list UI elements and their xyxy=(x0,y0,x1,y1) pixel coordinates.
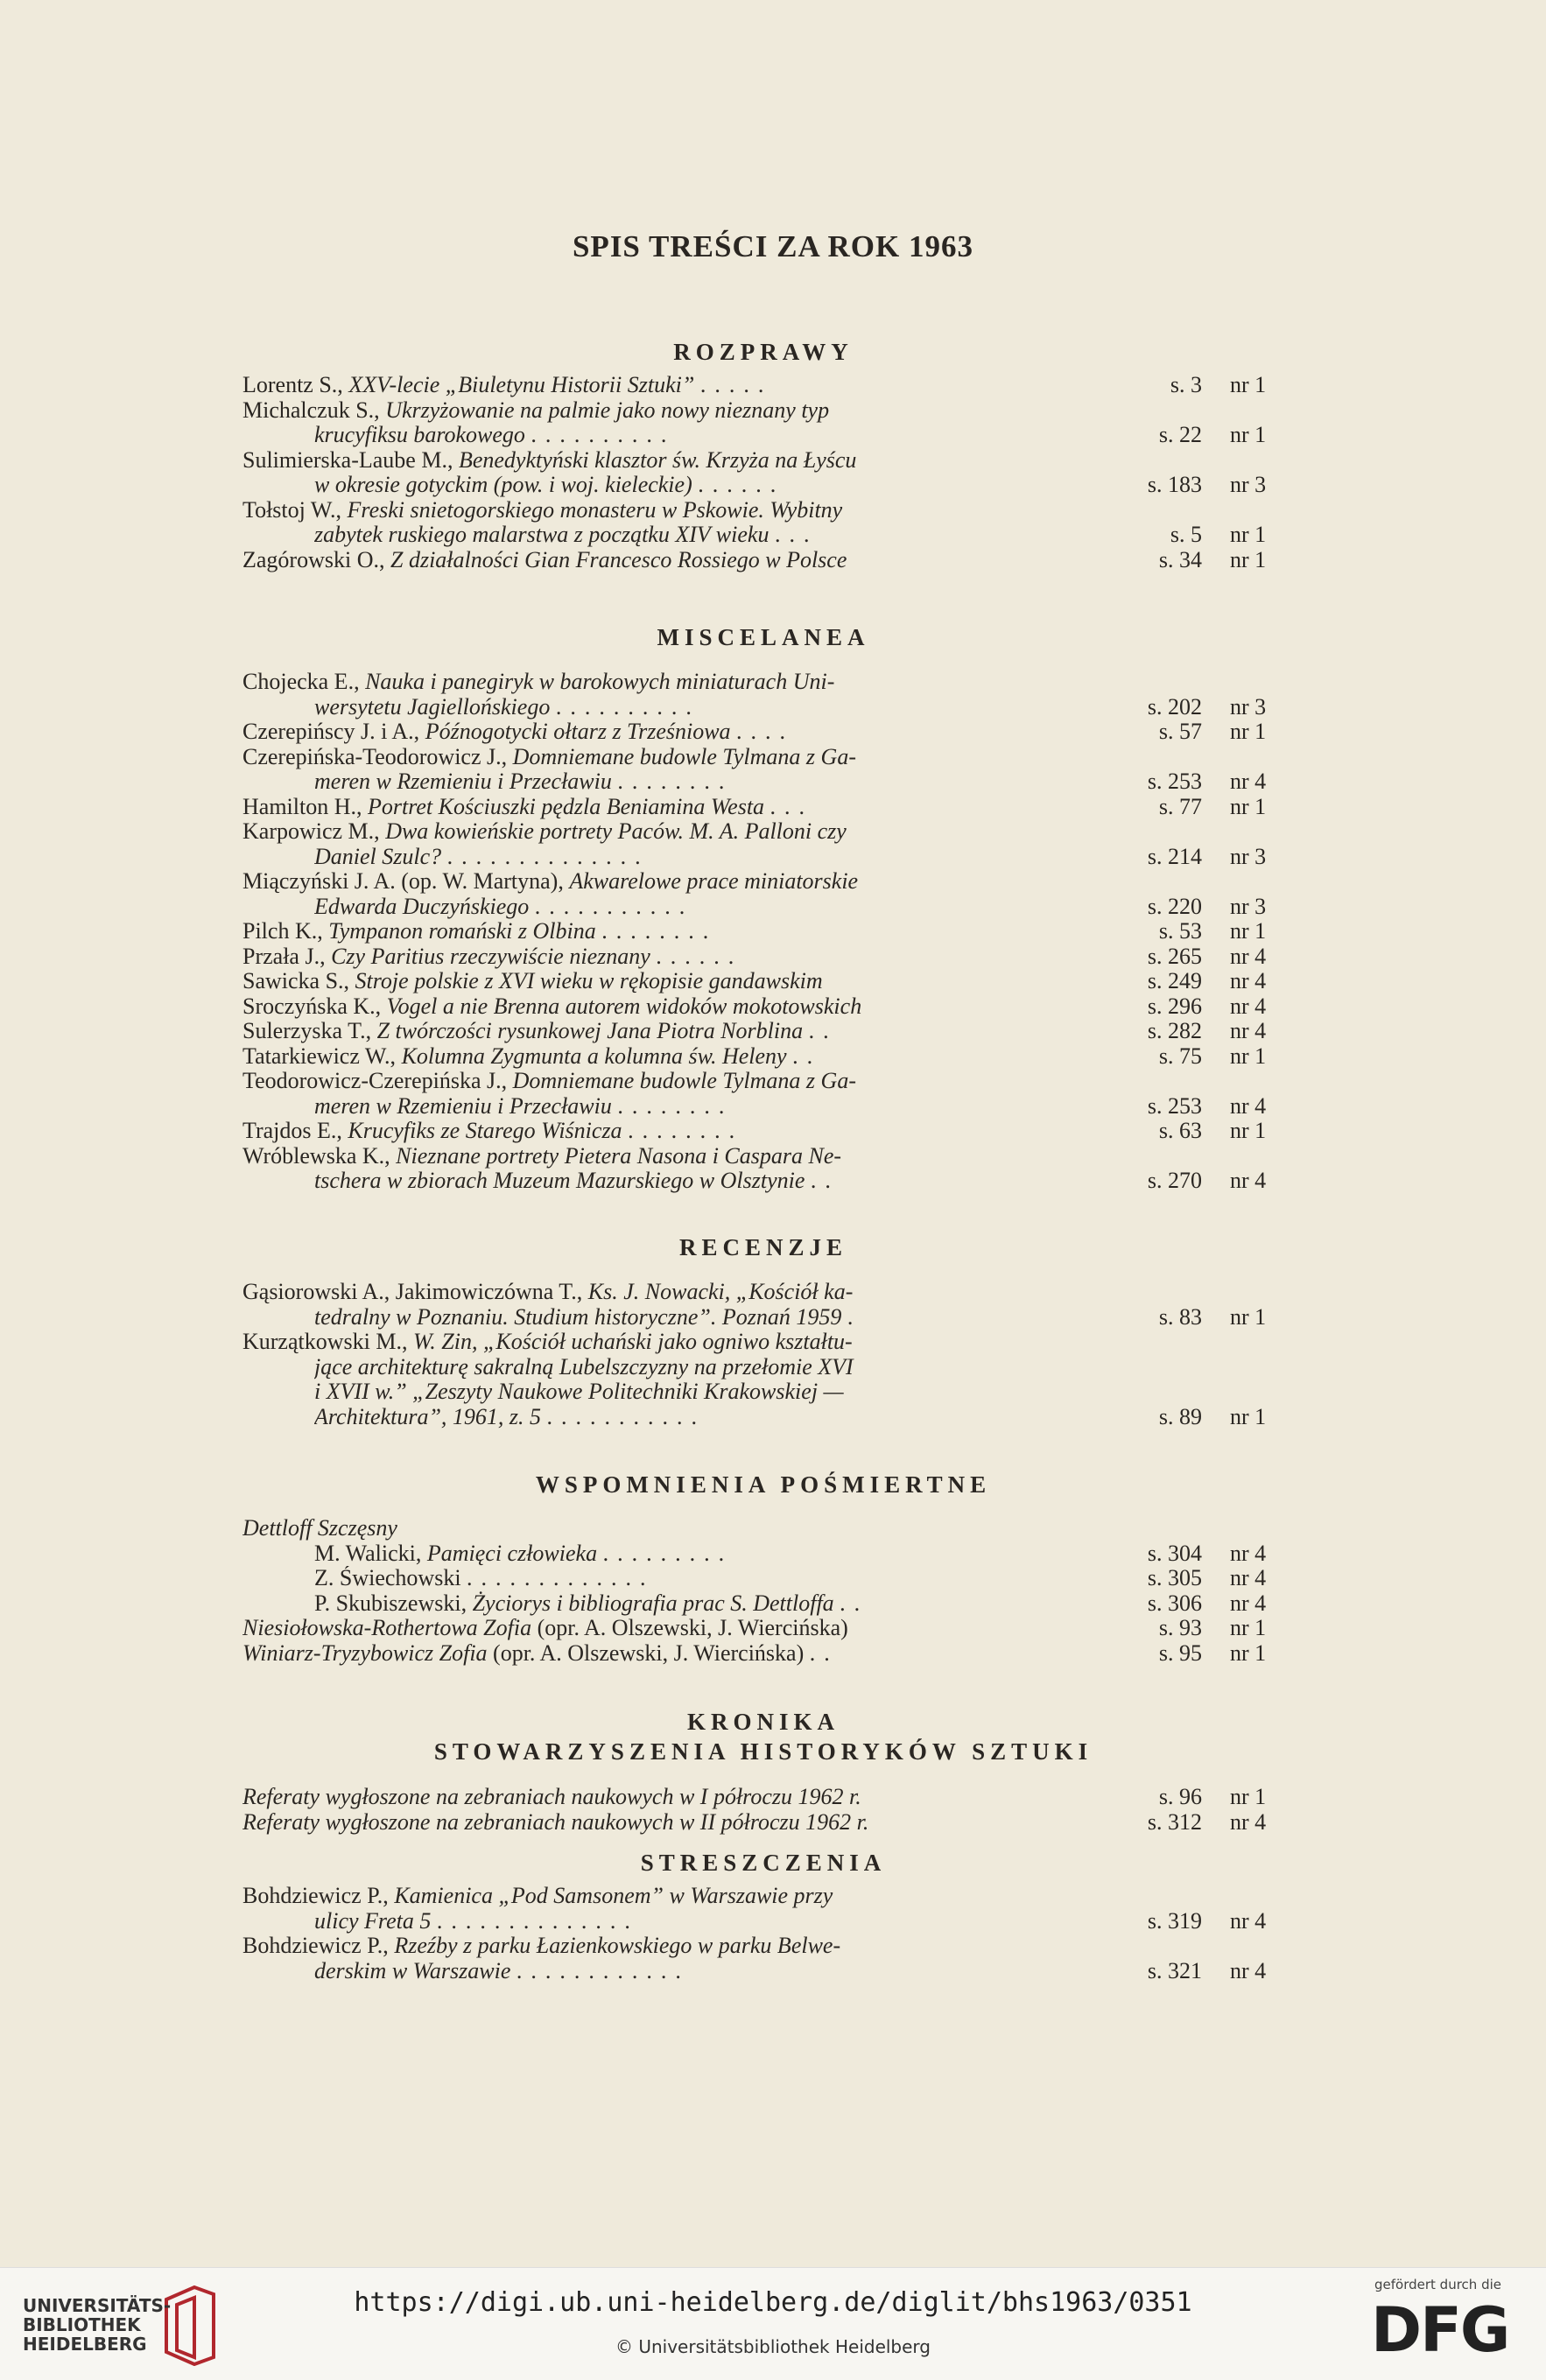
section-heading: RECENZJE xyxy=(678,1234,848,1260)
page-number: s. 202 xyxy=(1147,693,1202,720)
entry-text: Sulimierska-Laube M., Benedyktyński klasztor św. Krzyża na Łyścu xyxy=(242,447,857,473)
page-number: s. 306 xyxy=(1147,1590,1202,1616)
toc-entry-line xyxy=(242,845,1284,870)
toc-list xyxy=(242,1785,1284,1835)
toc-entry-line xyxy=(242,373,1284,398)
entry-text: Chojecka E., Nauka i panegiryk w barokowych miniaturach Uni- xyxy=(242,670,835,694)
issue-number: nr 4 xyxy=(1230,1168,1267,1193)
section-heading: ROZPRAWY xyxy=(673,339,854,365)
issue-number: nr 4 xyxy=(1230,769,1267,794)
page-number: s. 312 xyxy=(1147,1808,1202,1835)
toc-list xyxy=(242,1516,1284,1666)
entry-text: Niesiołowska-Rothertowa Zofia (opr. A. Olszewski, J. Wiercińska) xyxy=(242,1616,848,1640)
toc-entry-line xyxy=(242,1355,1284,1380)
toc-entry-line xyxy=(242,670,1284,695)
entry-text: Trajdos E., Krucyfiks ze Starego Wiśnicza ........ xyxy=(242,1119,744,1143)
entry-text: Sawicka S., Stroje polskie z XVI wieku w rękopisie gandawskim xyxy=(242,969,823,993)
page-number: s. 321 xyxy=(1147,1957,1202,1983)
toc-entry-line xyxy=(242,1380,1284,1405)
toc-entry-line xyxy=(242,473,1284,498)
entry-text: Referaty wygłoszone na zebraniach naukowych w II półroczu 1962 r. xyxy=(242,1809,869,1835)
issue-number: nr 1 xyxy=(1230,918,1267,944)
entry-text: w okresie gotyckim (pow. i woj. kieleckie) ...... xyxy=(314,473,785,497)
dfg-logo: DFG xyxy=(1371,2294,1509,2366)
page-number: s. 5 xyxy=(1170,522,1202,547)
entry-text: zabytek ruskiego malarstwa z początku XIV wieku ... xyxy=(314,523,819,547)
entry-text: Sroczyńska K., Vogel a nie Brenna autorem widoków mokotowskich xyxy=(242,993,862,1019)
issue-number: nr 1 xyxy=(1230,422,1267,447)
issue-number: nr 4 xyxy=(1230,993,1267,1019)
page-number: s. 253 xyxy=(1147,769,1202,794)
entry-text: Michalczuk S., Ukrzyżowanie na palmie jako nowy nieznany typ xyxy=(242,397,830,423)
page-number: s. 93 xyxy=(1158,1615,1202,1640)
entry-text: M. Walicki, Pamięci człowieka ......... xyxy=(314,1541,734,1566)
page-number: s. 305 xyxy=(1147,1565,1202,1590)
section-heading: KRONIKA xyxy=(686,1709,840,1735)
issue-number: nr 4 xyxy=(1230,1018,1267,1043)
toc-list xyxy=(242,1884,1284,1983)
entry-text: i XVII w.” „Zeszyty Naukowe Politechniki Krakowskiej — xyxy=(314,1380,844,1404)
toc-entry-line xyxy=(242,1785,1284,1810)
entry-text: Architektura”, 1961, z. 5 ........... xyxy=(314,1404,706,1429)
issue-number: nr 4 xyxy=(1230,1540,1267,1566)
page-number: s. 220 xyxy=(1147,893,1202,919)
toc-entry-line xyxy=(242,895,1284,920)
page-number: s. 77 xyxy=(1158,793,1202,819)
toc-entry-line xyxy=(242,1280,1284,1305)
issue-number: nr 1 xyxy=(1230,793,1267,819)
toc-entry-line xyxy=(242,994,1284,1020)
toc-entry-line xyxy=(242,819,1284,845)
toc-entry-line xyxy=(242,1616,1284,1641)
toc-list xyxy=(242,373,1284,572)
entry-text: Referaty wygłoszone na zebraniach naukowych w I półroczu 1962 r. xyxy=(242,1785,861,1809)
issue-number: nr 1 xyxy=(1230,1639,1267,1666)
toc-entry-line xyxy=(242,869,1284,895)
page-number: s. 319 xyxy=(1147,1907,1202,1934)
entry-text: tedralny w Poznaniu. Studium historyczne”. Poznań 1959 . xyxy=(314,1304,862,1330)
toc-entry-line xyxy=(242,1044,1284,1070)
entry-text: Czerepińscy J. i A., Późnogotycki ołtarz z Trześniowa .... xyxy=(242,720,795,744)
toc-entry-line xyxy=(242,1541,1284,1567)
page-number: s. 282 xyxy=(1147,1018,1202,1043)
entry-text: Sulerzyska T., Z twórczości rysunkowej Jana Piotra Norblina .. xyxy=(242,1019,838,1043)
toc-entry-line xyxy=(242,795,1284,820)
entry-text: derskim w Warszawie ............ xyxy=(314,1958,690,1983)
entry-text: Gąsiorowski A., Jakimowiczówna T., Ks. J. Nowacki, „Kościół ka- xyxy=(242,1280,854,1304)
issue-number: nr 4 xyxy=(1230,943,1267,969)
entry-text: Bohdziewicz P., Kamienica „Pod Samsonem” w Warszawie przy xyxy=(242,1884,833,1908)
page-number: s. 3 xyxy=(1170,372,1202,397)
toc-entry-line xyxy=(242,1305,1284,1330)
issue-number: nr 1 xyxy=(1230,546,1267,572)
page-number: s. 34 xyxy=(1158,546,1202,572)
entry-text: Z. Świechowski ............. xyxy=(314,1566,655,1590)
page-number: s. 63 xyxy=(1158,1118,1202,1143)
page-number: s. 270 xyxy=(1147,1168,1202,1193)
section-heading: MISCELANEA xyxy=(657,624,870,650)
toc-entry-line xyxy=(242,1330,1284,1355)
entry-text: Zagórowski O., Z działalności Gian Francesco Rossiego w Polsce xyxy=(242,547,847,572)
toc-entry-line xyxy=(242,769,1284,795)
toc-entry-line xyxy=(242,498,1284,523)
entry-text: Winiarz-Tryzybowicz Zofia (opr. A. Olszewski, J. Wiercińska) .. xyxy=(242,1640,839,1666)
entry-text: Tatarkiewicz W., Kolumna Zygmunta a kolumna św. Heleny .. xyxy=(242,1043,822,1069)
page-number: s. 214 xyxy=(1147,843,1202,869)
page-number: s. 265 xyxy=(1147,943,1202,969)
toc-entry-line xyxy=(242,720,1284,745)
toc-entry-line xyxy=(242,1641,1284,1667)
section-heading: WSPOMNIENIA POŚMIERTNE xyxy=(535,1471,992,1498)
toc-entry-line xyxy=(242,1405,1284,1430)
copyright-notice: © Universitätsbibliothek Heidelberg xyxy=(615,2336,931,2357)
issue-number: nr 1 xyxy=(1230,522,1267,547)
section-heading: STRESZCZENIA xyxy=(640,1850,887,1876)
toc-entry-line xyxy=(242,423,1284,448)
issue-number: nr 1 xyxy=(1230,1784,1267,1809)
entry-text: meren w Rzemieniu i Przecławiu ........ xyxy=(314,1093,734,1119)
issue-number: nr 4 xyxy=(1230,1957,1267,1983)
issue-number: nr 3 xyxy=(1230,893,1267,919)
toc-entry-line xyxy=(242,448,1284,474)
issue-number: nr 3 xyxy=(1230,472,1267,497)
entry-text: ulicy Freta 5 .............. xyxy=(314,1908,639,1934)
entry-text: tschera w zbiorach Muzeum Mazurskiego w Olsztynie .. xyxy=(314,1169,840,1193)
toc-entry-line xyxy=(242,944,1284,970)
toc-entry-line xyxy=(242,523,1284,548)
section-miscelanea xyxy=(242,625,1284,1194)
toc-entry-line xyxy=(242,919,1284,944)
issue-number: nr 3 xyxy=(1230,843,1267,869)
issue-number: nr 1 xyxy=(1230,372,1267,397)
entry-text: Wróblewska K., Nieznane portrety Pietera Nasona i Caspara Ne- xyxy=(242,1143,842,1169)
issue-number: nr 4 xyxy=(1230,1590,1267,1616)
toc-entry-line xyxy=(242,1094,1284,1120)
permalink[interactable]: https://digi.ub.uni-heidelberg.de/diglit/bhs1963/0351 xyxy=(354,2287,1192,2318)
toc-entry-line xyxy=(242,1591,1284,1617)
toc-entry-line xyxy=(242,1069,1284,1094)
toc-entry-line xyxy=(242,1516,1284,1541)
issue-number: nr 4 xyxy=(1230,1092,1267,1119)
page-number: s. 57 xyxy=(1158,719,1202,744)
entry-text: Miączyński J. A. (op. W. Martyna), Akwarelowe prace miniatorskie xyxy=(242,869,859,894)
entry-text: Pilch K., Tympanon romański z Olbina ........ xyxy=(242,919,718,944)
issue-number: nr 1 xyxy=(1230,1118,1267,1143)
page-number: s. 249 xyxy=(1147,968,1202,993)
page-number: s. 95 xyxy=(1158,1639,1202,1666)
page-number: s. 83 xyxy=(1158,1303,1202,1330)
entry-text: Kurzątkowski M., W. Zin, „Kościół uchański jako ogniwo kształtu- xyxy=(242,1330,853,1354)
page-number: s. 89 xyxy=(1158,1403,1202,1429)
page-number: s. 75 xyxy=(1158,1043,1202,1069)
issue-number: nr 1 xyxy=(1230,719,1267,744)
entry-text: P. Skubiszewski, Życiorys i bibliografia prac S. Dettloffa .. xyxy=(314,1590,869,1616)
entry-text: meren w Rzemieniu i Przecławiu ........ xyxy=(314,769,734,794)
issue-number: nr 4 xyxy=(1230,1808,1267,1835)
entry-text: Bohdziewicz P., Rzeźby z parku Łazienkowskiego w parku Belwe- xyxy=(242,1934,841,1958)
toc-entry-line xyxy=(242,1169,1284,1194)
issue-number: nr 1 xyxy=(1230,1615,1267,1640)
toc-entry-line xyxy=(242,1119,1284,1144)
toc-entry-line xyxy=(242,398,1284,424)
entry-text: Czerepińska-Teodorowicz J., Domniemane budowle Tylmana z Ga- xyxy=(242,744,856,769)
issue-number: nr 3 xyxy=(1230,693,1267,720)
toc-entry-line xyxy=(242,1019,1284,1044)
issue-number: nr 4 xyxy=(1230,968,1267,993)
toc-entry-line xyxy=(242,1959,1284,1984)
issue-number: nr 4 xyxy=(1230,1907,1267,1934)
page-title: SPIS TREŚCI ZA ROK 1963 xyxy=(572,229,974,263)
page-number: s. 22 xyxy=(1158,422,1202,447)
toc-entry-line xyxy=(242,1144,1284,1169)
page-number: s. 96 xyxy=(1158,1784,1202,1809)
toc-entry-line xyxy=(242,1909,1284,1934)
issue-number: nr 1 xyxy=(1230,1403,1267,1429)
entry-text: Edwarda Duczyńskiego ........... xyxy=(314,894,694,919)
page-number: s. 53 xyxy=(1158,918,1202,944)
entry-text: Karpowicz M., Dwa kowieńskie portrety Paców. M. A. Palloni czy xyxy=(242,819,847,844)
entry-text: krucyfiksu barokowego .......... xyxy=(314,423,676,447)
toc-list xyxy=(242,1280,1284,1429)
entry-text: Dettloff Szczęsny xyxy=(242,1516,397,1541)
page-number: s. 253 xyxy=(1147,1092,1202,1119)
toc-entry-line xyxy=(242,548,1284,573)
toc-entry-line xyxy=(242,1884,1284,1909)
section-wspomnienia xyxy=(242,1472,1284,1666)
library-name: UNIVERSITÄTS- BIBLIOTHEK HEIDELBERG xyxy=(23,2295,172,2355)
section-recenzje xyxy=(242,1235,1284,1429)
entry-text: jące architekturę sakralną Lubelszczyzny na przełomie XVI xyxy=(314,1354,854,1380)
section-rozprawy xyxy=(242,340,1284,572)
entry-text: Daniel Szulc? .............. xyxy=(314,844,650,869)
entry-text: Lorentz S., XXV-lecie „Biuletynu Historii Sztuki” ..... xyxy=(242,373,773,397)
toc-entry-line xyxy=(242,1566,1284,1591)
viewer-footer xyxy=(0,2267,1546,2380)
toc-entry-line xyxy=(242,695,1284,720)
toc-entry-line xyxy=(242,1810,1284,1836)
page-number: s. 296 xyxy=(1147,993,1202,1019)
funding-note: gefördert durch die xyxy=(1374,2277,1501,2292)
entry-text: Teodorowicz-Czerepińska J., Domniemane budowle Tylmana z Ga- xyxy=(242,1069,856,1093)
page-number: s. 183 xyxy=(1147,472,1202,497)
toc-entry-line xyxy=(242,745,1284,770)
entry-text: wersytetu Jagiellońskiego .......... xyxy=(314,694,700,720)
issue-number: nr 1 xyxy=(1230,1043,1267,1069)
toc-list xyxy=(242,670,1284,1194)
toc-entry-line xyxy=(242,969,1284,994)
section-streszczenia xyxy=(242,1850,1284,1983)
section-subheading: STOWARZYSZENIA HISTORYKÓW SZTUKI xyxy=(433,1738,1093,1765)
section-kronika xyxy=(242,1710,1284,1835)
page-number: s. 304 xyxy=(1147,1540,1202,1566)
entry-text: Przała J., Czy Paritius rzeczywiście nieznany ...... xyxy=(242,944,743,969)
issue-number: nr 4 xyxy=(1230,1565,1267,1590)
entry-text: Tołstoj W., Freski snietogorskiego monasteru w Pskowie. Wybitny xyxy=(242,497,843,523)
entry-text: Hamilton H., Portret Kościuszki pędzla Beniamina Westa ... xyxy=(242,794,814,819)
issue-number: nr 1 xyxy=(1230,1303,1267,1330)
toc-entry-line xyxy=(242,1934,1284,1959)
